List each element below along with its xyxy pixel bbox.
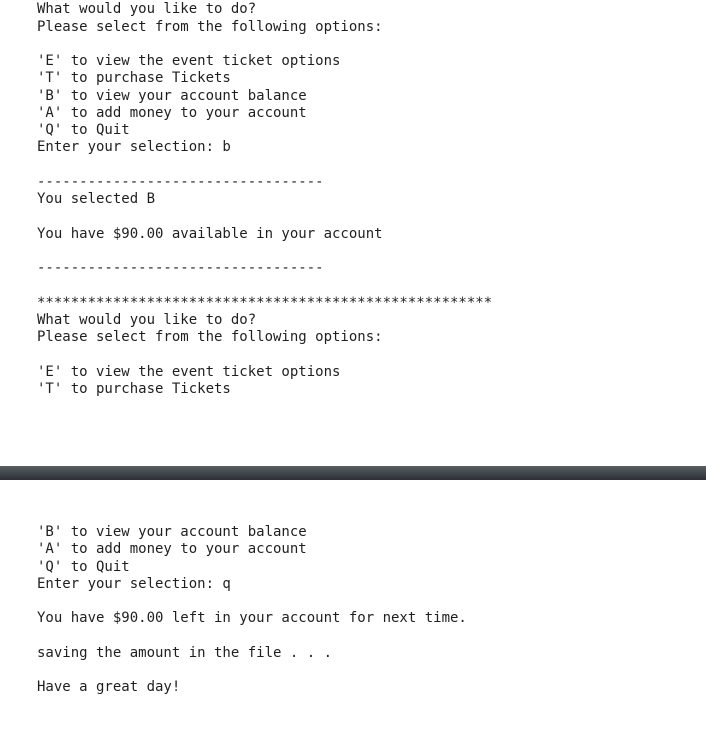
screenshot-divider: [0, 466, 706, 480]
console-line: [37, 593, 467, 610]
console-line: Enter your selection: b: [37, 139, 231, 156]
console-line: 'Q' to Quit: [37, 558, 130, 575]
console-text: [37, 0, 492, 398]
console-line: 'Q' to Quit: [37, 122, 130, 138]
console-line: 'B' to view your account balance: [37, 87, 307, 104]
console-line: 'E' to view the event ticket options: [37, 53, 341, 69]
console-line: What would you like to do?: [37, 311, 257, 328]
console-line: Please select from the following options:: [37, 329, 383, 345]
console-line: 'T' to purchase Tickets: [37, 380, 231, 397]
console-line: ******************************************************: [37, 294, 493, 311]
console-line: [37, 277, 492, 294]
console-line: saving the amount in the file . . .: [37, 644, 333, 661]
console-line: 'A' to add money to your account: [37, 541, 307, 558]
console-line: Have a great day!: [37, 679, 181, 696]
console-line: What would you like to do?: [37, 1, 257, 18]
console-line: ----------------------------------: [37, 260, 324, 276]
console-text: [37, 524, 467, 697]
console-line: [37, 662, 467, 679]
console-line: [37, 628, 467, 645]
console-line: [37, 243, 492, 260]
console-line: You selected B: [37, 191, 156, 207]
console-line: You have $90.00 available in your account: [37, 225, 383, 242]
console-line: 'E' to view the event ticket options: [37, 363, 341, 380]
console-line: [37, 157, 492, 174]
console-line: You have $90.00 left in your account for next time.: [37, 610, 467, 627]
console-line: [37, 208, 492, 225]
console-line: Enter your selection: q: [37, 575, 231, 592]
console-line: [37, 346, 492, 363]
console-line: ----------------------------------: [37, 173, 324, 190]
console-line: Please select from the following options:: [37, 18, 383, 35]
console-output-bottom: [0, 480, 706, 731]
console-line: 'A' to add money to your account: [37, 104, 307, 121]
console-line: [37, 36, 492, 53]
console-line: 'T' to purchase Tickets: [37, 70, 231, 87]
console-line: 'B' to view your account balance: [37, 524, 307, 540]
